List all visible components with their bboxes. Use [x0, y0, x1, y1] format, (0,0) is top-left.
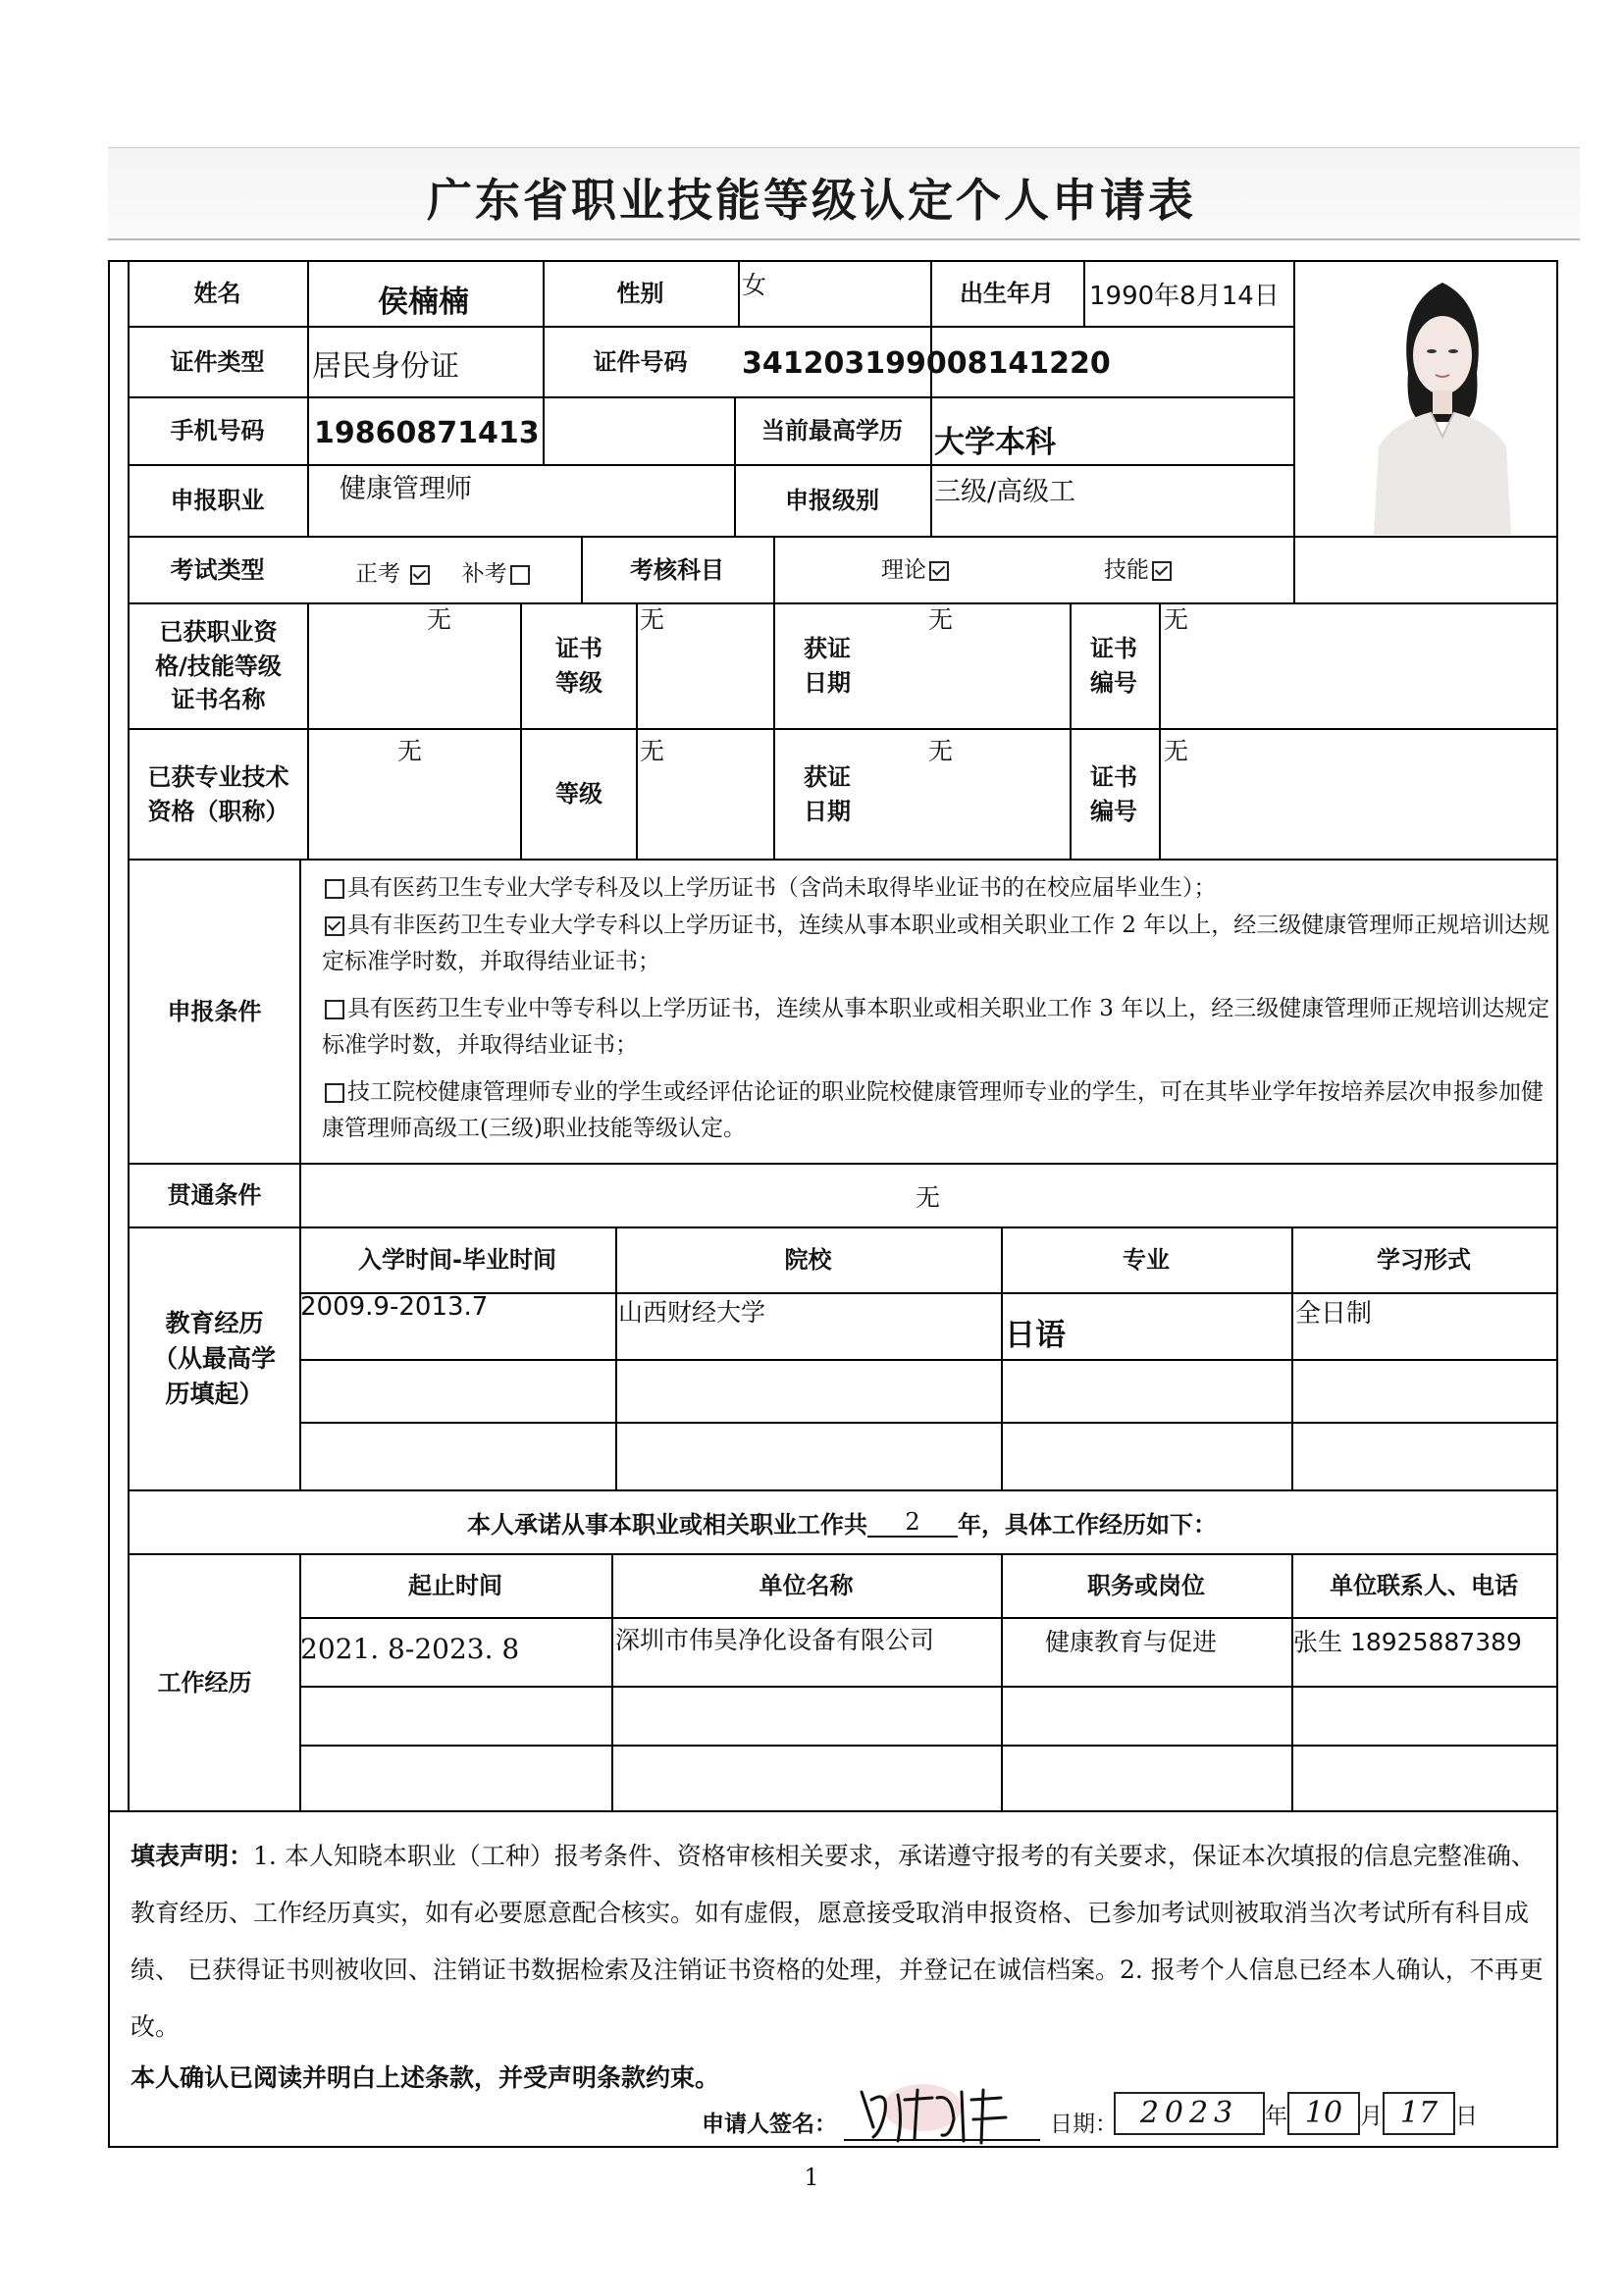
- edu-header: 学习形式: [1377, 1246, 1471, 1275]
- declaration-title: 填表声明：: [131, 1842, 254, 1870]
- work-contact[interactable]: 张生 18925887389: [1293, 1628, 1522, 1656]
- skill-option: [1104, 551, 1175, 584]
- condition-checkbox-4[interactable]: [325, 1083, 344, 1103]
- conditions-label: 申报条件: [167, 997, 262, 1025]
- condition-checkbox-1[interactable]: [325, 879, 344, 899]
- retake-exam-checkbox[interactable]: [510, 565, 530, 585]
- condition-text-1: 具有医药卫生专业大学专科及以上学历证书（含尚未取得毕业证书的在校应届毕业生）；: [347, 875, 1217, 901]
- work-position[interactable]: 健康教育与促进: [1045, 1628, 1218, 1656]
- frame-top: [108, 260, 1558, 262]
- tech-date-value[interactable]: 无: [928, 737, 954, 765]
- through-value[interactable]: 无: [915, 1182, 940, 1212]
- work-label: 工作经历: [157, 1668, 252, 1696]
- qual-name-value[interactable]: 无: [427, 605, 452, 634]
- theory-label: 理论: [881, 557, 926, 583]
- level-label: 申报级别: [785, 487, 879, 515]
- skill-checkbox[interactable]: [1152, 561, 1172, 581]
- gender-value[interactable]: 女: [742, 271, 767, 299]
- phone-label: 手机号码: [170, 417, 265, 445]
- condition-item: [322, 870, 1558, 907]
- tech-grade-label: 等级: [555, 780, 602, 809]
- work-company[interactable]: 深圳市伟昊净化设备有限公司: [615, 1626, 935, 1654]
- date-month[interactable]: 10: [1287, 2092, 1360, 2135]
- qual-grade-label: 证书等级: [555, 635, 602, 697]
- promise-prefix: 本人承诺从事本职业或相关职业工作共: [467, 1511, 867, 1539]
- edu-header: 入学时间-毕业时间: [358, 1246, 556, 1275]
- work-header: 单位联系人、电话: [1330, 1572, 1518, 1600]
- occupation-label: 申报职业: [170, 487, 265, 515]
- regular-exam-label: 正考: [355, 561, 400, 587]
- declaration: [131, 1828, 1553, 2056]
- work-header: 职务或岗位: [1087, 1572, 1205, 1600]
- date-day[interactable]: 17: [1383, 2092, 1455, 2135]
- theory-option: [881, 551, 952, 584]
- tech-name-value[interactable]: 无: [397, 737, 423, 765]
- qual-date-value[interactable]: 无: [928, 605, 954, 634]
- birth-value[interactable]: 1990年8月14日: [1089, 282, 1280, 311]
- edu-mode[interactable]: 全日制: [1295, 1299, 1373, 1329]
- day-unit: 日: [1455, 2103, 1478, 2129]
- date-year[interactable]: 2023: [1114, 2092, 1265, 2135]
- condition-text-3: 具有医药卫生专业中等专科以上学历证书，连续从事本职业或相关职业工作 3 年以上，经三级健康管理师正规培训达规定标准学时数，并取得结业证书；: [322, 996, 1550, 1058]
- month-unit: 月: [1360, 2103, 1383, 2129]
- regular-exam-checkbox[interactable]: [410, 565, 430, 585]
- frame-left: [108, 260, 110, 2148]
- year-unit: 年: [1265, 2103, 1287, 2129]
- name-value[interactable]: 侯楠楠: [378, 285, 469, 320]
- condition-item: [322, 991, 1558, 1064]
- work-promise: [128, 1491, 1556, 1553]
- promise-suffix: 年，具体工作经历如下：: [958, 1511, 1217, 1539]
- skill-label: 技能: [1104, 557, 1149, 583]
- signature-image: [844, 2080, 1040, 2149]
- theory-checkbox[interactable]: [929, 561, 949, 581]
- qual-no-value[interactable]: 无: [1164, 605, 1189, 634]
- gender-label: 性别: [616, 280, 664, 308]
- frame-bottom: [108, 2146, 1558, 2148]
- applicant-photo: [1354, 265, 1531, 535]
- level-value[interactable]: 三级/高级工: [934, 477, 1076, 507]
- page-number: 1: [804, 2164, 819, 2191]
- retake-exam-label: 补考: [461, 561, 507, 587]
- phone-value[interactable]: 19860871413: [314, 416, 540, 450]
- through-label: 贯通条件: [167, 1181, 262, 1210]
- condition-item: [322, 908, 1558, 980]
- sign-label: 申请人签名：: [702, 2112, 837, 2137]
- name-label: 姓名: [193, 280, 241, 308]
- tech-no-label: 证书编号: [1090, 762, 1137, 825]
- qual-grade-value[interactable]: 无: [640, 605, 665, 634]
- exam-type-options: [355, 555, 533, 588]
- work-years[interactable]: 2: [867, 1508, 958, 1538]
- tech-grade-value[interactable]: 无: [640, 737, 665, 765]
- declaration-text: 1. 本人知晓本职业（工种）报考条件、资格审核相关要求，承诺遵守报考的有关要求，保证本次填报的信息完整准确、教育经历、工作经历真实，如有必要愿意配合核实。如有虚假，愿意接受取消申报资格、已参加考试则被取消当次考试所有科目成绩、 已获得证书则被收回、注销证书数据检索及注销证书资格的处理，并登记在诚信档案。2. 报考个人信息已经本人确认，不再更改。: [131, 1842, 1544, 2041]
- condition-item: [322, 1074, 1558, 1147]
- edu-period[interactable]: 2009.9-2013.7: [300, 1292, 489, 1322]
- edu-header: 院校: [784, 1246, 832, 1275]
- id-no-label: 证件号码: [593, 347, 688, 376]
- subjects-label: 考核科目: [630, 555, 724, 584]
- work-period[interactable]: 2021. 8-2023. 8: [300, 1633, 520, 1665]
- qual-date-label: 获证日期: [804, 635, 851, 697]
- work-header: 起止时间: [408, 1572, 502, 1600]
- declaration-confirm: 本人确认已阅读并明白上述条款，并受声明条款约束。: [131, 2063, 720, 2092]
- qual-label: 已获职业资格/技能等级证书名称: [155, 617, 282, 714]
- work-header: 单位名称: [759, 1572, 854, 1600]
- condition-text-2: 具有非医药卫生专业大学专科以上学历证书，连续从事本职业或相关职业工作 2 年以上，经三级健康管理师正规培训达规定标准学时数，并取得结业证书；: [322, 913, 1550, 974]
- edu-label: 当前最高学历: [761, 417, 903, 445]
- exam-type-label: 考试类型: [170, 555, 265, 584]
- tech-date-label: 获证日期: [804, 762, 851, 825]
- occupation-value[interactable]: 健康管理师: [340, 474, 472, 504]
- tech-no-value[interactable]: 无: [1164, 737, 1189, 765]
- condition-checkbox-2[interactable]: [325, 916, 344, 936]
- id-type-value[interactable]: 居民身份证: [312, 349, 459, 384]
- sign-date: [1114, 2092, 1478, 2135]
- id-no-value[interactable]: 341203199008141220: [742, 346, 1111, 381]
- edu-major[interactable]: 日语: [1005, 1318, 1066, 1353]
- signature-field[interactable]: [844, 2080, 1040, 2141]
- date-label: 日期：: [1050, 2112, 1118, 2137]
- birth-label: 出生年月: [960, 280, 1054, 308]
- condition-checkbox-3[interactable]: [325, 1000, 344, 1019]
- edu-value[interactable]: 大学本科: [934, 425, 1056, 460]
- page-title: 广东省职业技能等级认定个人申请表: [427, 174, 1196, 227]
- frame-right: [1556, 260, 1558, 2148]
- condition-text-4: 技工院校健康管理师专业的学生或经评估论证的职业院校健康管理师专业的学生，可在其毕业学年按培养层次申报参加健康管理师高级工(三级)职业技能等级认定。: [322, 1079, 1544, 1141]
- qual-no-label: 证书编号: [1090, 635, 1137, 697]
- id-type-label: 证件类型: [170, 347, 265, 376]
- education-label: 教育经历（从最高学历填起）: [152, 1308, 276, 1409]
- edu-school[interactable]: 山西财经大学: [618, 1298, 766, 1327]
- tech-label: 已获专业技术资格（职称）: [147, 762, 289, 825]
- edu-header: 专业: [1123, 1246, 1170, 1275]
